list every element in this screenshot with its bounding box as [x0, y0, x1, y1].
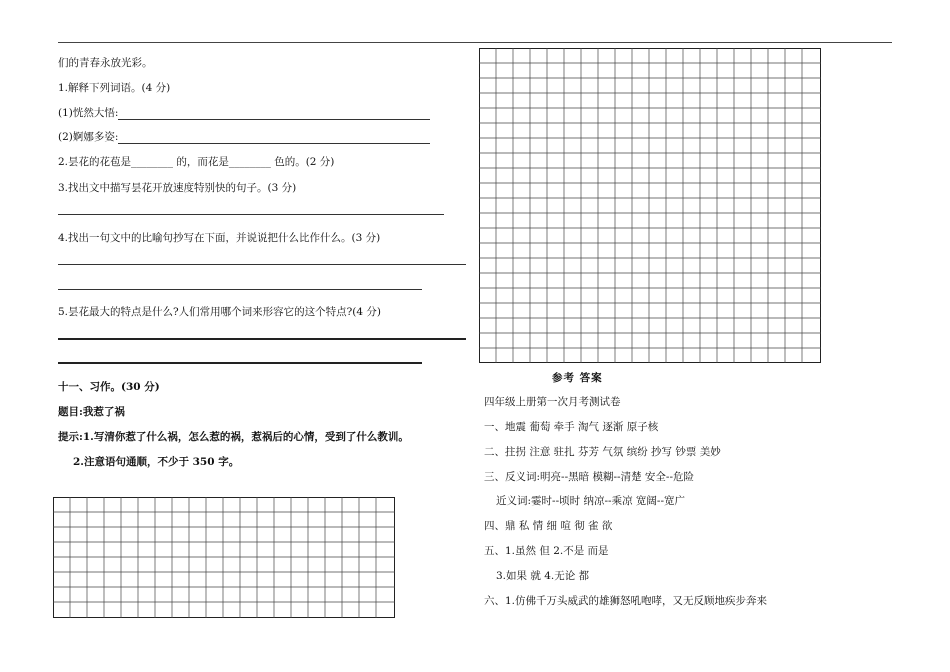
answer-4: 四、鼎 私 情 细 喧 彻 雀 欲	[484, 520, 613, 532]
answer-line-5a[interactable]	[58, 338, 466, 340]
writing-grid-right[interactable]	[479, 48, 821, 363]
answer-title: 参考 答案	[552, 372, 603, 384]
answer-line-5b[interactable]	[58, 362, 422, 364]
answer-line-4a[interactable]	[58, 264, 466, 265]
question-1a: (1)恍然大悟:	[58, 107, 119, 119]
essay-hint-2: 2.注意语句通顺，不少于 350 字。	[73, 456, 240, 468]
answer-line-1b[interactable]	[118, 143, 430, 144]
question-1: 1.解释下列词语。(4 分)	[58, 82, 171, 94]
answer-3b: 近义词:霎时--顷时 纳凉--乘凉 宽阔--宽广	[496, 495, 685, 507]
writing-grid-left[interactable]	[53, 497, 395, 618]
answer-3: 三、反义词:明亮--黑暗 模糊--清楚 安全--危险	[484, 471, 694, 483]
essay-topic: 题目:我惹了祸	[58, 406, 125, 418]
question-2: 2.昙花的花苞是________ 的，而花是________ 色的。(2 分)	[58, 156, 335, 168]
intro-line: 们的青春永放光彩。	[58, 57, 153, 69]
top-rule	[58, 42, 892, 43]
question-4: 4.找出一句文中的比喻句抄写在下面，并说说把什么比作什么。(3 分)	[58, 232, 381, 244]
question-3: 3.找出文中描写昙花开放速度特别快的句子。(3 分)	[58, 182, 297, 194]
answer-1: 一、地震 葡萄 牵手 淘气 逐渐 原子核	[484, 421, 659, 433]
answer-5: 五、1.虽然 但 2.不是 而是	[484, 545, 609, 557]
question-1b: (2)婀娜多姿:	[58, 131, 119, 143]
answer-5b: 3.如果 就 4.无论 都	[496, 570, 590, 582]
exam-title: 四年级上册第一次月考测试卷	[484, 396, 621, 408]
answer-line-4b[interactable]	[58, 289, 422, 290]
answer-2: 二、拄拐 注意 驻扎 芬芳 气氛 缤纷 抄写 钞票 美妙	[484, 446, 721, 458]
answer-6: 六、1.仿佛千万头威武的雄狮怒吼咆哮，又无反顾地疾步奔来	[484, 595, 768, 607]
answer-line-1a[interactable]	[118, 119, 430, 120]
question-5: 5.昙花最大的特点是什么?人们常用哪个词来形容它的这个特点?(4 分)	[58, 306, 381, 318]
answer-line-3[interactable]	[58, 214, 444, 215]
section-11-heading: 十一、习作。(30 分)	[58, 381, 160, 393]
essay-hint-1: 提示:1.写清你惹了什么祸，怎么惹的祸，惹祸后的心情，受到了什么教训。	[58, 431, 409, 443]
